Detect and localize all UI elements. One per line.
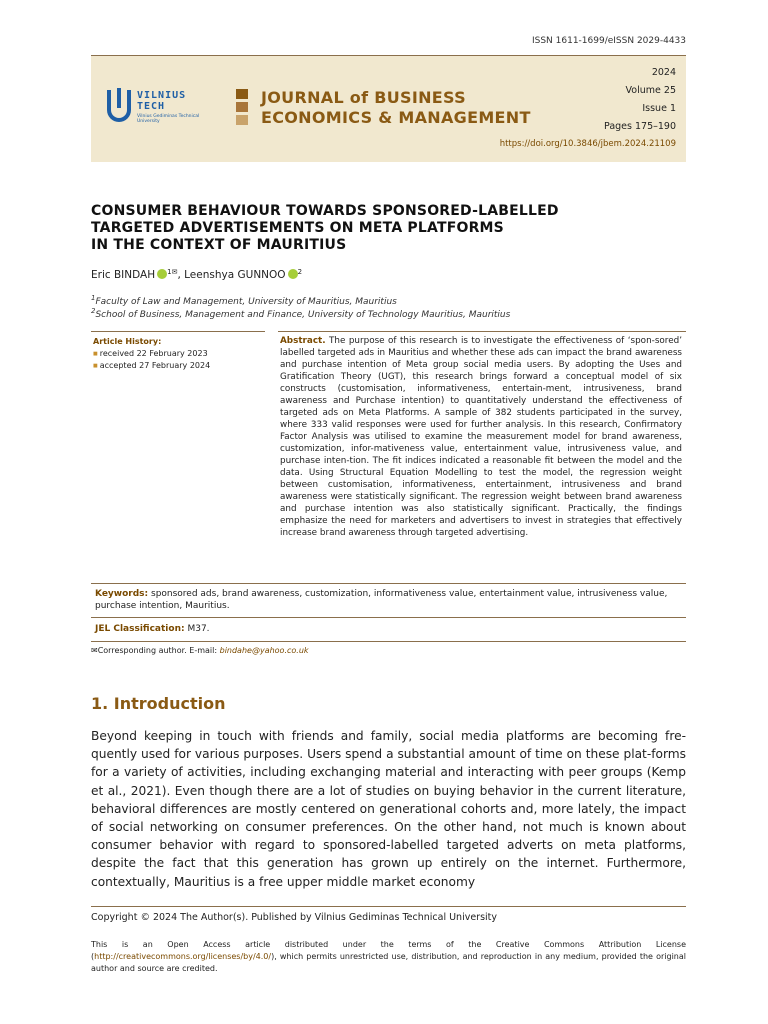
abstract-text: The purpose of this research is to investigate the effectiveness of ‘spon-sored’ labelled targeted ads in Mauritius and whether these ads can impact the brand awareness and purchase intention of Meta group social media users. By adopting the Uses and Gratification Theory (UGT), this research brings forward a conceptual model of six constructs (customisation, informativeness, entertain-ment, intrusiveness, brand awareness and Purchase intention) to quantitatively understand the effectiveness of targeted ads on Meta Platforms. A sample of 382 students participated in the survey, where 333 valid responses were used for further analysis. In this research, Confirmatory Factor Analysis was utilised to examine the measurement model for brand awareness, customization, infor-mativeness value, entertainment value, intrusiveness value, and purchase inten-tion. The fit indices indicated a reasonable fit between the model and the data. Using Structural Equation Modelling to test the model, the regression weight between customisation, informativeness, entertainment, intrusiveness and brand awareness were statistically significant. The regression weight between brand awareness and purchase intention was also statistically significant. Practically, the findings emphasize the need for marketers and advertisers to invest in strategies that effectively increase brand awareness through targeted advertising. [280, 336, 682, 538]
intro-paragraph: Beyond keeping in touch with friends and family, social media platforms are becoming fre-quently used for various purposes. Users spend a substantial amount of time on these plat-forms for a variety of activities, including exchanging material and interacting with peer groups (Kemp et al., 2021). Even though there are a lot of studies on buying behavior in the current literature, behavioral differences are mostly centered on generational cohorts and, more lately, the impact of social networking on consumer preferences. On the other hand, not much is known about consumer behavior with regard to sponsored-labelled targeted adverts on meta platforms, despite the fact that this generation has grown up entirely on the internet. Furthermore, contextually, Mauritius is a free upper middle market economy [91, 729, 686, 889]
aff2-sup: 2 [91, 307, 96, 315]
keywords [95, 588, 683, 612]
journal-title-line2: ECONOMICS & MANAGEMENT [261, 108, 531, 127]
title-line1: CONSUMER BEHAVIOUR TOWARDS SPONSORED-LABELLED [91, 203, 559, 219]
logo-subtitle: Vilnius Gediminas Technical University [137, 114, 200, 124]
mail-icon: ✉ [91, 646, 98, 655]
history-received: ■ received 22 February 2023 [93, 348, 210, 360]
issue: Issue 1 [642, 103, 676, 114]
article-title [91, 203, 559, 254]
author-1[interactable]: Eric BINDAH [91, 269, 156, 281]
affiliation-2 [91, 307, 510, 320]
keywords-rule-top [91, 583, 686, 584]
copyright: Copyright © 2024 The Author(s). Published by Vilnius Gediminas Technical University [91, 912, 498, 923]
abstract [280, 335, 682, 539]
footer-rule [91, 906, 686, 907]
logo-name-1: VILNIUS [137, 90, 187, 101]
jel-text: M37. [187, 624, 210, 634]
aff1-sup: 1 [91, 294, 96, 302]
section-heading: 1. Introduction [91, 694, 226, 713]
author-2[interactable]: Leenshya GUNNOO [184, 269, 286, 281]
issn: ISSN 1611-1699/eISSN 2029-4433 [531, 36, 686, 46]
volume: Volume 25 [625, 85, 676, 96]
journal-title [261, 88, 531, 128]
keywords-text: sponsored ads, brand awareness, customization, informativeness value, entertainment value, intrusiveness value, purchase intention, Mauritius. [95, 589, 668, 611]
jel-rule [91, 641, 686, 642]
year: 2024 [651, 67, 676, 78]
affiliation-1 [91, 294, 397, 307]
corresponding-label: Corresponding author. E-mail: [97, 646, 218, 655]
journal-bars-icon [236, 89, 248, 128]
doi-link[interactable]: https://doi.org/10.3846/jbem.2024.21109 [499, 139, 676, 149]
orcid-icon[interactable] [157, 269, 167, 279]
aff1-text: Faculty of Law and Management, University of Mauritius, Mauritius [95, 297, 397, 307]
journal-banner [91, 56, 686, 162]
history-rule [91, 331, 265, 332]
author-1-sup: 1✉ [167, 268, 178, 276]
article-history [93, 336, 210, 372]
pages: Pages 175–190 [604, 121, 676, 132]
authors: Eric BINDAH $^{1✉}$, Leenshya GUNNOO $^2$ [91, 268, 303, 281]
author-2-sup: 2 [297, 268, 303, 276]
license-post: ), which permits unrestricted use, distribution, and reproduction in any medium, provided the original author and source are credited. [91, 952, 686, 973]
history-title: Article History: [93, 337, 162, 346]
abstract-label: Abstract. [280, 336, 326, 346]
title-line3: IN THE CONTEXT OF MAURITIUS [91, 237, 347, 253]
license [91, 939, 686, 975]
keywords-label: Keywords: [95, 589, 149, 599]
vilnius-tech-logo [107, 90, 200, 124]
logo-name-2: TECH [137, 101, 166, 112]
corresponding-author [91, 646, 309, 655]
corresponding-email[interactable]: bindahe@yahoo.co.uk [219, 646, 309, 655]
orcid-icon[interactable] [288, 269, 298, 279]
logo-mark-icon [107, 90, 131, 122]
jel-label: JEL Classification: [95, 624, 185, 634]
keywords-rule-bottom [91, 617, 686, 618]
aff2-text: School of Business, Management and Finance, University of Technology Mauritius, Mauritius [95, 310, 511, 320]
title-line2: TARGETED ADVERTISEMENTS ON META PLATFORMS [91, 220, 504, 236]
license-pre: This is an Open Access article distributed under the terms of the Creative Commons Attribution License ( [91, 940, 686, 961]
history-accepted: ■ accepted 27 February 2024 [93, 360, 210, 372]
issue-meta [604, 64, 676, 136]
jel-classification [95, 624, 210, 634]
journal-title-line1: JOURNAL of BUSINESS [261, 88, 466, 107]
license-link[interactable]: http://creativecommons.org/licenses/by/4.0/ [94, 952, 272, 961]
abstract-rule [278, 331, 686, 332]
